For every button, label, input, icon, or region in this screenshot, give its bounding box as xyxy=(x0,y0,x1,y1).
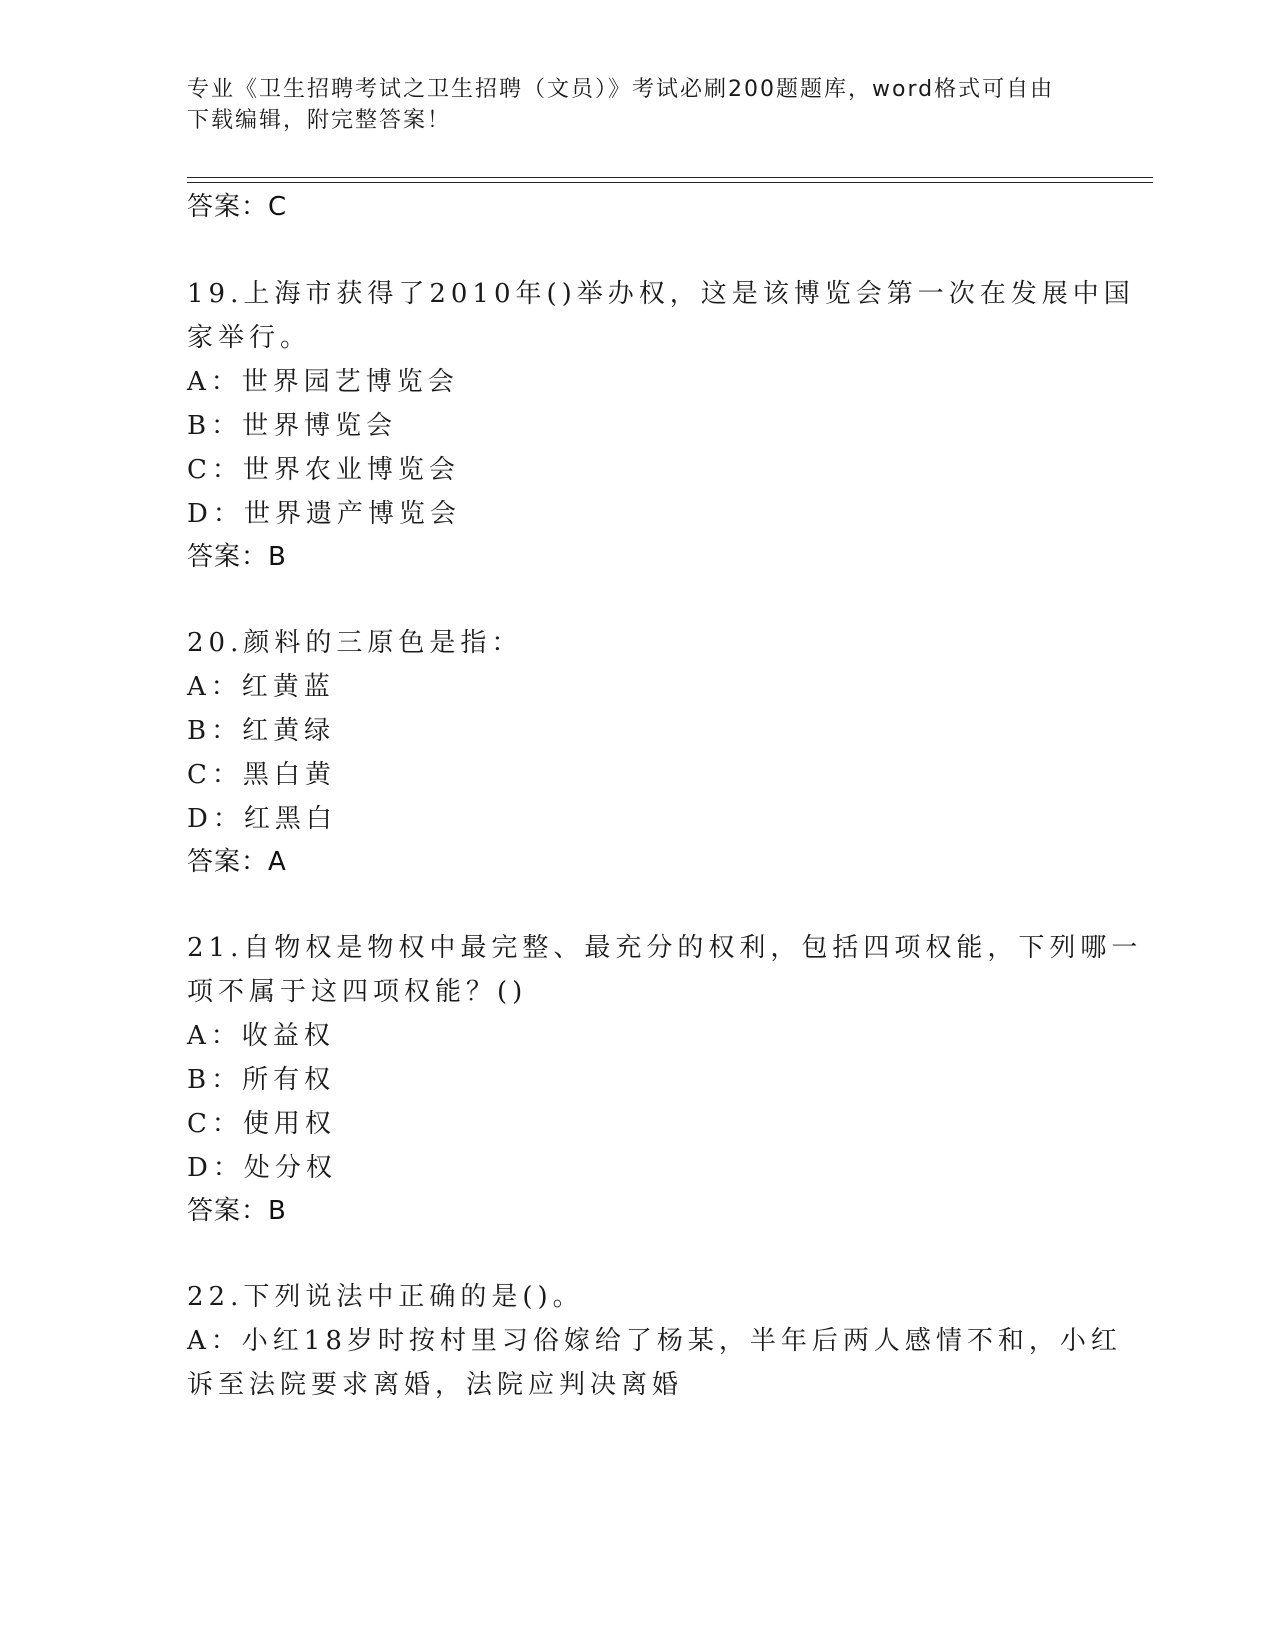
header-divider-bottom xyxy=(187,182,1153,183)
option-a-continued: 诉至法院要求离婚，法院应判决离婚 xyxy=(187,1370,684,1400)
question-stem-continued: 家举行。 xyxy=(187,323,312,353)
option-b: B：所有权 xyxy=(187,1065,336,1095)
answer-label: 答案：C xyxy=(187,192,288,222)
option-c: C：使用权 xyxy=(187,1109,336,1139)
document-header: 专业《卫生招聘考试之卫生招聘（文员）》考试必刷200题题库，word格式可自由下载编辑，附完整答案！ xyxy=(187,77,1055,133)
answer-label: 答案：B xyxy=(187,1196,287,1226)
option-a: A：红黄蓝 xyxy=(187,672,335,702)
question-stem: 20.颜料的三原色是指： xyxy=(187,628,523,658)
question-stem: 21.自物权是物权中最完整、最充分的权利，包括四项权能，下列哪一 xyxy=(187,933,1143,963)
question-stem: 22.下列说法中正确的是()。 xyxy=(187,1282,584,1312)
question-stem-continued: 项不属于这四项权能？() xyxy=(187,977,528,1007)
option-c: C：黑白黄 xyxy=(187,760,336,790)
question-stem: 19.上海市获得了2010年()举办权，这是该博览会第一次在发展中国 xyxy=(187,279,1135,309)
option-d: D：世界遗产博览会 xyxy=(187,499,461,529)
option-c: C：世界农业博览会 xyxy=(187,455,460,485)
option-a: A：世界园艺博览会 xyxy=(187,367,459,397)
option-a: A：收益权 xyxy=(187,1021,335,1051)
option-a: A：小红18岁时按村里习俗嫁给了杨某，半年后两人感情不和，小红 xyxy=(187,1326,1122,1356)
answer-label: 答案：A xyxy=(187,847,287,877)
option-d: D：处分权 xyxy=(187,1153,337,1183)
answer-label: 答案：B xyxy=(187,542,287,572)
option-b: B：世界博览会 xyxy=(187,411,398,441)
header-divider-top xyxy=(187,177,1153,178)
option-b: B：红黄绿 xyxy=(187,716,336,746)
option-d: D：红黑白 xyxy=(187,804,337,834)
